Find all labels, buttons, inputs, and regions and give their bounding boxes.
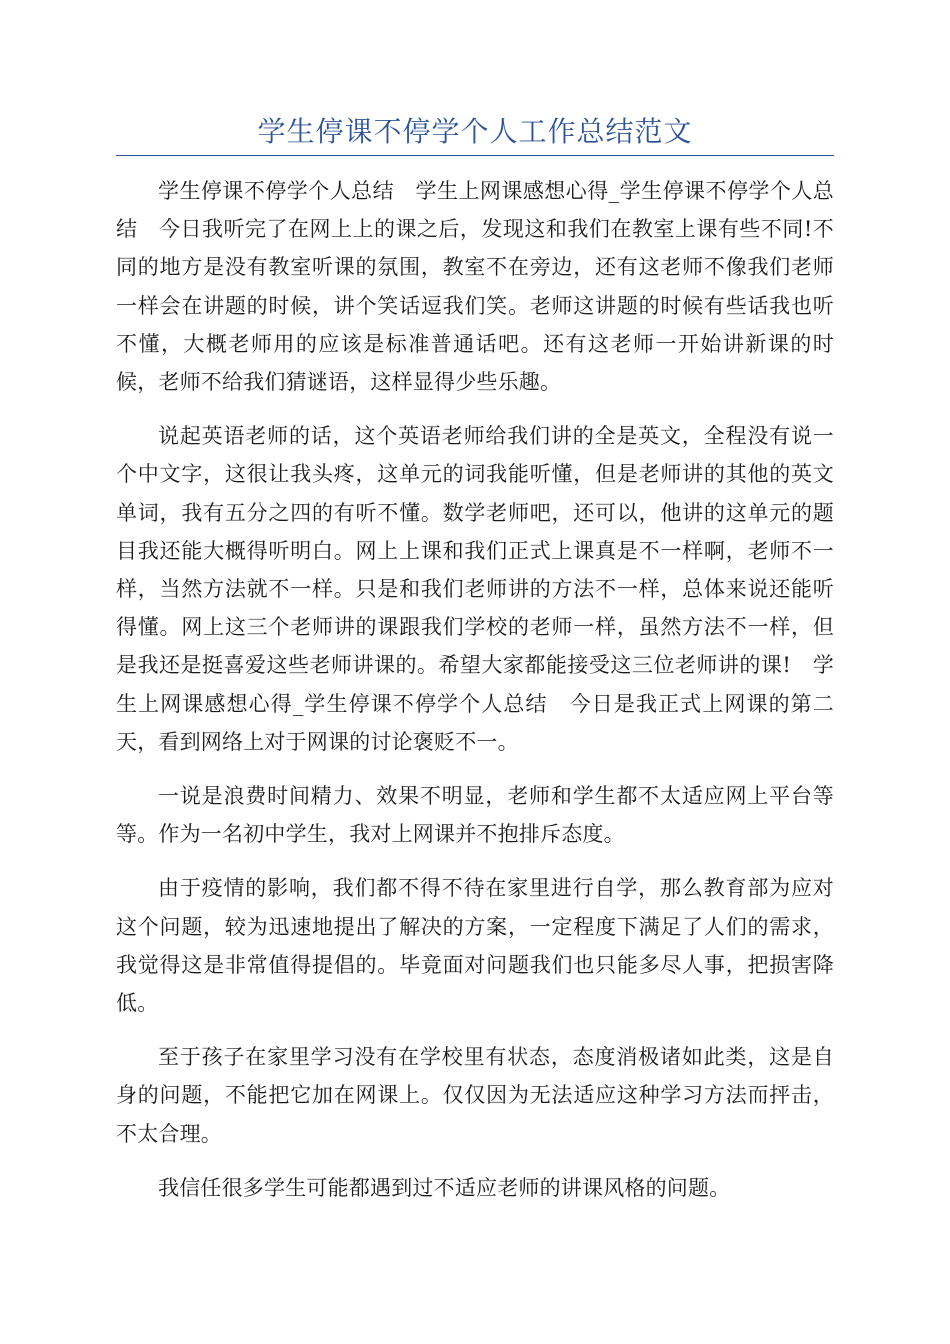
title-underline [116, 155, 834, 156]
document-body [116, 172, 834, 1223]
paragraph: 说起英语老师的话，这个英语老师给我们讲的全是英文，全程没有说一个中文字，这很让我头疼，这单元的词我能听懂，但是老师讲的其他的英文单词，我有五分之四的有听不懂。数学老师吧，还可以，他讲的这单元的题目我还能大概得听明白。网上上课和我们正式上课真是不一样啊，老师不一样，当然方法就不一样。只是和我们老师讲的方法不一样，总体来说还能听得懂。网上这三个老师讲的课跟我们学校的老师一样，虽然方法不一样，但是我还是挺喜爱这些老师讲课的。希望大家都能接受这三位老师讲的课! 学生上网课感想心得_学生停课不停学个人总结 今日是我正式上网课的第二天，看到网络上对于网课的讨论褒贬不一。 [116, 424, 834, 754]
document-title: 学生停课不停学个人工作总结范文 [257, 115, 693, 148]
paragraph: 我信任很多学生可能都遇到过不适应老师的讲课风格的问题。 [158, 1175, 731, 1200]
paragraph: 至于孩子在家里学习没有在学校里有状态，态度消极诸如此类，这是自身的问题，不能把它加在网课上。仅仅因为无法适应这种学习方法而抨击，不太合理。 [116, 1045, 834, 1146]
paragraph: 学生停课不停学个人总结 学生上网课感想心得_学生停课不停学个人总结 今日我听完了在网上上的课之后，发现这和我们在教室上课有些不同!不同的地方是没有教室听课的氛围，教室不在旁边，还有这老师不像我们老师一样会在讲题的时候，讲个笑话逗我们笑。老师这讲题的时候有些话我也听不懂，大概老师用的应该是标准普通话吧。还有这老师一开始讲新课的时候，老师不给我们猜谜语，这样显得少些乐趣。 [116, 179, 834, 395]
paragraph: 由于疫情的影响，我们都不得不待在家里进行自学，那么教育部为应对这个问题，较为迅速地提出了解决的方案，一定程度下满足了人们的需求，我觉得这是非常值得提倡的。毕竟面对问题我们也只能多尽人事，把损害降低。 [116, 876, 834, 1016]
paragraph: 一说是浪费时间精力、效果不明显，老师和学生都不太适应网上平台等等。作为一名初中学生，我对上网课并不抱排斥态度。 [116, 784, 834, 847]
